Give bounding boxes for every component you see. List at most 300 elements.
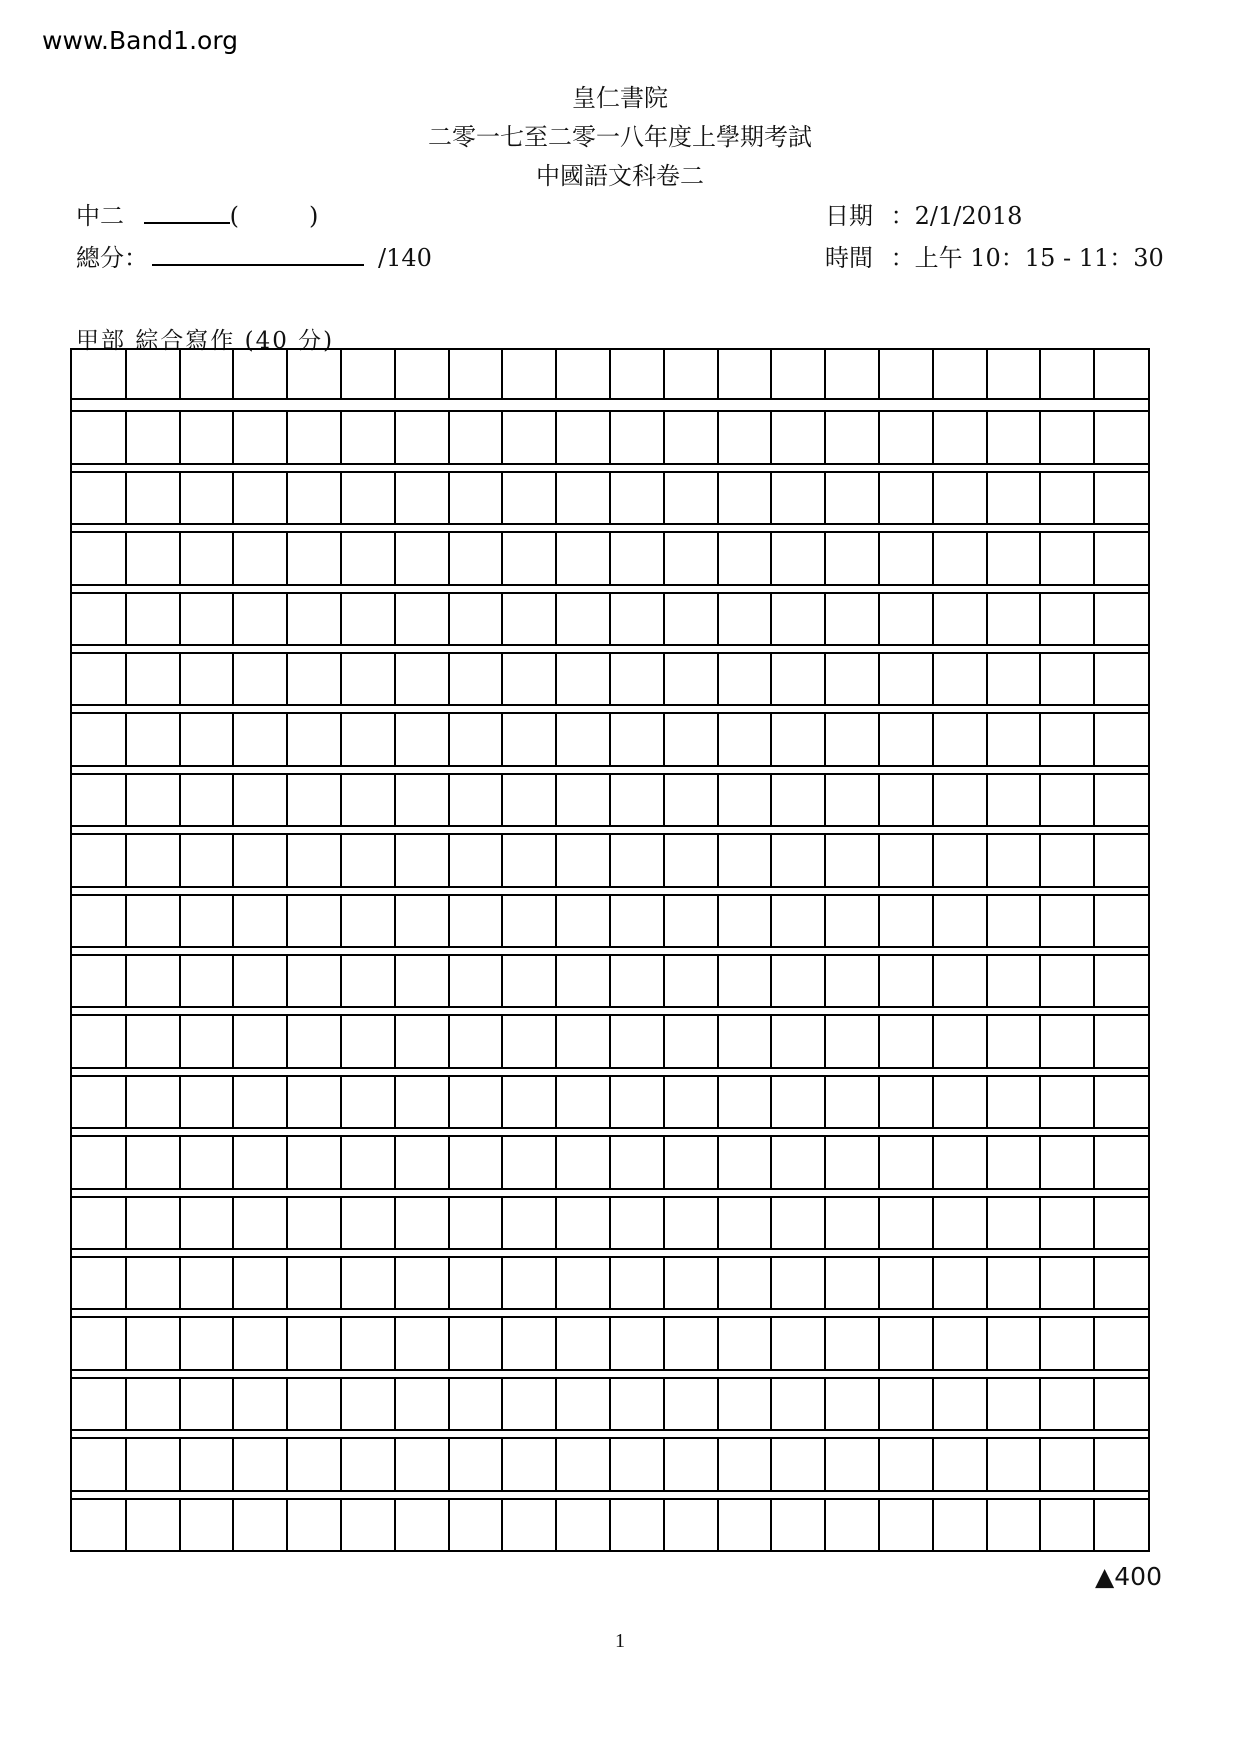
grid-cell[interactable]: [1039, 412, 1041, 462]
grid-cell[interactable]: [1039, 533, 1041, 583]
grid-cell[interactable]: [824, 835, 826, 885]
grid-cell[interactable]: [717, 473, 719, 523]
grid-cell[interactable]: [232, 1077, 234, 1127]
grid-cell[interactable]: [824, 594, 826, 644]
grid-cell[interactable]: [609, 1016, 611, 1066]
grid-cell[interactable]: [1039, 594, 1041, 644]
grid-cell[interactable]: [286, 956, 288, 1006]
grid-cell[interactable]: [394, 594, 396, 644]
grid-cell[interactable]: [932, 1439, 934, 1489]
grid-cell[interactable]: [1093, 1500, 1095, 1550]
grid-cell[interactable]: [286, 1077, 288, 1127]
grid-cell[interactable]: [340, 714, 342, 764]
grid-cell[interactable]: [770, 1137, 772, 1187]
grid-cell[interactable]: [555, 1198, 557, 1248]
grid-cell[interactable]: [501, 1439, 503, 1489]
grid-cell[interactable]: [770, 1379, 772, 1429]
grid-cell[interactable]: [125, 1077, 127, 1127]
grid-cell[interactable]: [501, 775, 503, 825]
grid-cell[interactable]: [770, 348, 772, 398]
grid-cell[interactable]: [232, 473, 234, 523]
grid-cell[interactable]: [609, 1198, 611, 1248]
grid-cell[interactable]: [340, 896, 342, 946]
grid-cell[interactable]: [340, 533, 342, 583]
grid-cell[interactable]: [824, 1500, 826, 1550]
grid-cell[interactable]: [717, 896, 719, 946]
grid-cell[interactable]: [232, 956, 234, 1006]
grid-cell[interactable]: [986, 1379, 988, 1429]
grid-cell[interactable]: [340, 1379, 342, 1429]
grid-cell[interactable]: [663, 654, 665, 704]
grid-cell[interactable]: [878, 835, 880, 885]
grid-cell[interactable]: [824, 654, 826, 704]
grid-cell[interactable]: [878, 594, 880, 644]
grid-cell[interactable]: [1039, 1318, 1041, 1368]
grid-cell[interactable]: [555, 1500, 557, 1550]
grid-cell[interactable]: [770, 835, 772, 885]
grid-cell[interactable]: [501, 473, 503, 523]
grid-cell[interactable]: [878, 775, 880, 825]
grid-cell[interactable]: [986, 412, 988, 462]
grid-cell[interactable]: [555, 1137, 557, 1187]
grid-cell[interactable]: [125, 1318, 127, 1368]
grid-cell[interactable]: [555, 1258, 557, 1308]
grid-cell[interactable]: [501, 412, 503, 462]
grid-cell[interactable]: [878, 1258, 880, 1308]
grid-cell[interactable]: [501, 835, 503, 885]
grid-cell[interactable]: [878, 1016, 880, 1066]
grid-cell[interactable]: [770, 896, 772, 946]
grid-cell[interactable]: [609, 896, 611, 946]
grid-cell[interactable]: [555, 654, 557, 704]
grid-cell[interactable]: [932, 1077, 934, 1127]
grid-cell[interactable]: [986, 654, 988, 704]
grid-cell[interactable]: [232, 412, 234, 462]
grid-cell[interactable]: [932, 412, 934, 462]
grid-cell[interactable]: [824, 412, 826, 462]
grid-cell[interactable]: [394, 896, 396, 946]
grid-cell[interactable]: [232, 1439, 234, 1489]
grid-cell[interactable]: [932, 594, 934, 644]
grid-cell[interactable]: [1039, 1379, 1041, 1429]
grid-cell[interactable]: [286, 1137, 288, 1187]
grid-cell[interactable]: [1039, 654, 1041, 704]
grid-cell[interactable]: [1093, 714, 1095, 764]
grid-cell[interactable]: [125, 775, 127, 825]
grid-cell[interactable]: [501, 1077, 503, 1127]
grid-cell[interactable]: [179, 1318, 181, 1368]
grid-cell[interactable]: [1039, 1198, 1041, 1248]
grid-cell[interactable]: [878, 1318, 880, 1368]
grid-cell[interactable]: [878, 1077, 880, 1127]
grid-cell[interactable]: [770, 412, 772, 462]
grid-cell[interactable]: [878, 348, 880, 398]
grid-cell[interactable]: [663, 1439, 665, 1489]
grid-cell[interactable]: [125, 533, 127, 583]
grid-cell[interactable]: [555, 956, 557, 1006]
grid-cell[interactable]: [663, 1077, 665, 1127]
grid-cell[interactable]: [824, 473, 826, 523]
grid-cell[interactable]: [501, 1500, 503, 1550]
grid-cell[interactable]: [1093, 1137, 1095, 1187]
grid-cell[interactable]: [232, 714, 234, 764]
grid-cell[interactable]: [1039, 1077, 1041, 1127]
grid-cell[interactable]: [232, 1379, 234, 1429]
grid-cell[interactable]: [717, 348, 719, 398]
grid-cell[interactable]: [717, 533, 719, 583]
score-blank[interactable]: [152, 242, 364, 266]
grid-cell[interactable]: [448, 835, 450, 885]
grid-cell[interactable]: [501, 1318, 503, 1368]
grid-cell[interactable]: [986, 348, 988, 398]
grid-cell[interactable]: [125, 473, 127, 523]
grid-cell[interactable]: [125, 956, 127, 1006]
grid-cell[interactable]: [340, 1016, 342, 1066]
grid-cell[interactable]: [770, 775, 772, 825]
grid-cell[interactable]: [555, 1318, 557, 1368]
grid-cell[interactable]: [986, 1137, 988, 1187]
grid-cell[interactable]: [1093, 533, 1095, 583]
grid-cell[interactable]: [232, 1016, 234, 1066]
grid-cell[interactable]: [609, 956, 611, 1006]
grid-cell[interactable]: [609, 348, 611, 398]
grid-cell[interactable]: [1093, 1258, 1095, 1308]
grid-cell[interactable]: [555, 1379, 557, 1429]
grid-cell[interactable]: [663, 775, 665, 825]
grid-cell[interactable]: [717, 1500, 719, 1550]
grid-cell[interactable]: [932, 1198, 934, 1248]
grid-cell[interactable]: [448, 1137, 450, 1187]
grid-cell[interactable]: [555, 1016, 557, 1066]
grid-cell[interactable]: [1093, 775, 1095, 825]
grid-cell[interactable]: [1093, 654, 1095, 704]
grid-cell[interactable]: [609, 412, 611, 462]
grid-cell[interactable]: [1039, 835, 1041, 885]
grid-cell[interactable]: [125, 835, 127, 885]
grid-cell[interactable]: [1093, 412, 1095, 462]
grid-cell[interactable]: [555, 775, 557, 825]
grid-cell[interactable]: [932, 533, 934, 583]
grid-cell[interactable]: [770, 956, 772, 1006]
grid-cell[interactable]: [717, 1439, 719, 1489]
grid-cell[interactable]: [125, 714, 127, 764]
grid-cell[interactable]: [932, 1258, 934, 1308]
grid-cell[interactable]: [286, 594, 288, 644]
grid-cell[interactable]: [770, 1198, 772, 1248]
grid-cell[interactable]: [824, 1137, 826, 1187]
grid-cell[interactable]: [609, 1077, 611, 1127]
grid-cell[interactable]: [663, 594, 665, 644]
grid-cell[interactable]: [1093, 1198, 1095, 1248]
grid-cell[interactable]: [986, 835, 988, 885]
grid-cell[interactable]: [1093, 1439, 1095, 1489]
grid-cell[interactable]: [394, 1500, 396, 1550]
grid-cell[interactable]: [125, 412, 127, 462]
grid-cell[interactable]: [286, 473, 288, 523]
grid-cell[interactable]: [555, 1439, 557, 1489]
grid-cell[interactable]: [501, 1198, 503, 1248]
grid-cell[interactable]: [448, 654, 450, 704]
grid-cell[interactable]: [394, 775, 396, 825]
grid-cell[interactable]: [609, 1379, 611, 1429]
grid-cell[interactable]: [824, 533, 826, 583]
grid-cell[interactable]: [770, 654, 772, 704]
grid-cell[interactable]: [878, 1500, 880, 1550]
grid-cell[interactable]: [179, 1439, 181, 1489]
grid-cell[interactable]: [770, 1439, 772, 1489]
grid-cell[interactable]: [878, 1137, 880, 1187]
grid-cell[interactable]: [1093, 896, 1095, 946]
grid-cell[interactable]: [232, 1318, 234, 1368]
grid-cell[interactable]: [1093, 1077, 1095, 1127]
grid-cell[interactable]: [663, 1318, 665, 1368]
grid-cell[interactable]: [394, 1077, 396, 1127]
grid-cell[interactable]: [986, 956, 988, 1006]
grid-cell[interactable]: [394, 1198, 396, 1248]
grid-cell[interactable]: [932, 348, 934, 398]
grid-cell[interactable]: [824, 1016, 826, 1066]
grid-cell[interactable]: [986, 714, 988, 764]
grid-cell[interactable]: [1093, 956, 1095, 1006]
grid-cell[interactable]: [824, 1379, 826, 1429]
grid-cell[interactable]: [340, 956, 342, 1006]
grid-cell[interactable]: [501, 956, 503, 1006]
grid-cell[interactable]: [824, 348, 826, 398]
grid-cell[interactable]: [125, 594, 127, 644]
grid-cell[interactable]: [663, 1016, 665, 1066]
grid-cell[interactable]: [609, 1439, 611, 1489]
grid-cell[interactable]: [340, 473, 342, 523]
grid-cell[interactable]: [448, 1500, 450, 1550]
grid-cell[interactable]: [1039, 1500, 1041, 1550]
grid-cell[interactable]: [179, 956, 181, 1006]
grid-cell[interactable]: [986, 533, 988, 583]
grid-cell[interactable]: [501, 1137, 503, 1187]
grid-cell[interactable]: [878, 654, 880, 704]
grid-cell[interactable]: [394, 956, 396, 1006]
grid-cell[interactable]: [448, 533, 450, 583]
grid-cell[interactable]: [932, 835, 934, 885]
grid-cell[interactable]: [824, 956, 826, 1006]
grid-cell[interactable]: [1039, 714, 1041, 764]
grid-cell[interactable]: [232, 1500, 234, 1550]
grid-cell[interactable]: [663, 533, 665, 583]
grid-cell[interactable]: [448, 1439, 450, 1489]
grid-cell[interactable]: [717, 594, 719, 644]
grid-cell[interactable]: [448, 775, 450, 825]
grid-cell[interactable]: [501, 1258, 503, 1308]
grid-cell[interactable]: [609, 654, 611, 704]
grid-cell[interactable]: [663, 896, 665, 946]
grid-cell[interactable]: [125, 1500, 127, 1550]
grid-cell[interactable]: [394, 1137, 396, 1187]
grid-cell[interactable]: [770, 533, 772, 583]
grid-cell[interactable]: [179, 835, 181, 885]
grid-cell[interactable]: [878, 533, 880, 583]
grid-cell[interactable]: [125, 1137, 127, 1187]
grid-cell[interactable]: [1093, 835, 1095, 885]
grid-cell[interactable]: [340, 412, 342, 462]
grid-cell[interactable]: [824, 1318, 826, 1368]
grid-cell[interactable]: [340, 654, 342, 704]
grid-cell[interactable]: [663, 956, 665, 1006]
grid-cell[interactable]: [770, 1500, 772, 1550]
grid-cell[interactable]: [179, 473, 181, 523]
grid-cell[interactable]: [717, 775, 719, 825]
grid-cell[interactable]: [878, 1439, 880, 1489]
grid-cell[interactable]: [1039, 473, 1041, 523]
grid-cell[interactable]: [986, 1258, 988, 1308]
grid-cell[interactable]: [986, 775, 988, 825]
grid-cell[interactable]: [932, 1500, 934, 1550]
grid-cell[interactable]: [179, 1137, 181, 1187]
grid-cell[interactable]: [448, 1258, 450, 1308]
grid-cell[interactable]: [179, 1077, 181, 1127]
grid-cell[interactable]: [340, 1198, 342, 1248]
grid-cell[interactable]: [286, 654, 288, 704]
grid-cell[interactable]: [501, 896, 503, 946]
grid-cell[interactable]: [340, 348, 342, 398]
grid-cell[interactable]: [501, 714, 503, 764]
grid-cell[interactable]: [555, 714, 557, 764]
grid-cell[interactable]: [232, 594, 234, 644]
grid-cell[interactable]: [501, 1379, 503, 1429]
grid-cell[interactable]: [986, 1318, 988, 1368]
grid-cell[interactable]: [394, 533, 396, 583]
grid-cell[interactable]: [770, 1258, 772, 1308]
grid-cell[interactable]: [986, 594, 988, 644]
grid-cell[interactable]: [179, 594, 181, 644]
grid-cell[interactable]: [179, 1016, 181, 1066]
grid-cell[interactable]: [717, 1077, 719, 1127]
grid-cell[interactable]: [824, 714, 826, 764]
grid-cell[interactable]: [125, 348, 127, 398]
grid-cell[interactable]: [179, 1198, 181, 1248]
grid-cell[interactable]: [340, 1500, 342, 1550]
grid-cell[interactable]: [663, 348, 665, 398]
grid-cell[interactable]: [932, 1379, 934, 1429]
grid-cell[interactable]: [394, 835, 396, 885]
grid-cell[interactable]: [232, 835, 234, 885]
grid-cell[interactable]: [394, 1258, 396, 1308]
grid-cell[interactable]: [932, 473, 934, 523]
grid-cell[interactable]: [555, 1077, 557, 1127]
grid-cell[interactable]: [1093, 473, 1095, 523]
grid-cell[interactable]: [340, 1258, 342, 1308]
grid-cell[interactable]: [986, 1500, 988, 1550]
grid-cell[interactable]: [609, 1258, 611, 1308]
grid-cell[interactable]: [555, 896, 557, 946]
grid-cell[interactable]: [286, 412, 288, 462]
grid-cell[interactable]: [501, 533, 503, 583]
grid-cell[interactable]: [340, 594, 342, 644]
grid-cell[interactable]: [232, 896, 234, 946]
grid-cell[interactable]: [448, 956, 450, 1006]
grid-cell[interactable]: [932, 1318, 934, 1368]
grid-cell[interactable]: [232, 1198, 234, 1248]
grid-cell[interactable]: [448, 1318, 450, 1368]
grid-cell[interactable]: [232, 348, 234, 398]
grid-cell[interactable]: [286, 533, 288, 583]
grid-cell[interactable]: [717, 412, 719, 462]
grid-cell[interactable]: [448, 412, 450, 462]
grid-cell[interactable]: [824, 896, 826, 946]
grid-cell[interactable]: [286, 1439, 288, 1489]
grid-cell[interactable]: [770, 1318, 772, 1368]
grid-cell[interactable]: [125, 1198, 127, 1248]
grid-cell[interactable]: [609, 775, 611, 825]
grid-cell[interactable]: [394, 1439, 396, 1489]
grid-cell[interactable]: [394, 1379, 396, 1429]
grid-cell[interactable]: [232, 775, 234, 825]
grid-cell[interactable]: [394, 412, 396, 462]
grid-cell[interactable]: [125, 1379, 127, 1429]
grid-cell[interactable]: [663, 1258, 665, 1308]
grid-cell[interactable]: [232, 1258, 234, 1308]
grid-cell[interactable]: [932, 896, 934, 946]
grid-cell[interactable]: [232, 533, 234, 583]
grid-cell[interactable]: [232, 654, 234, 704]
grid-cell[interactable]: [448, 594, 450, 644]
grid-cell[interactable]: [609, 1500, 611, 1550]
grid-cell[interactable]: [986, 1439, 988, 1489]
grid-cell[interactable]: [878, 1379, 880, 1429]
grid-cell[interactable]: [717, 654, 719, 704]
grid-cell[interactable]: [663, 1500, 665, 1550]
grid-cell[interactable]: [340, 1318, 342, 1368]
grid-cell[interactable]: [501, 1016, 503, 1066]
grid-cell[interactable]: [663, 1137, 665, 1187]
grid-cell[interactable]: [986, 1016, 988, 1066]
grid-cell[interactable]: [986, 1077, 988, 1127]
grid-cell[interactable]: [1039, 1258, 1041, 1308]
grid-cell[interactable]: [394, 714, 396, 764]
grid-cell[interactable]: [394, 1016, 396, 1066]
grid-cell[interactable]: [286, 1318, 288, 1368]
grid-cell[interactable]: [770, 714, 772, 764]
grid-cell[interactable]: [448, 1077, 450, 1127]
grid-cell[interactable]: [448, 896, 450, 946]
grid-cell[interactable]: [340, 835, 342, 885]
grid-cell[interactable]: [663, 1379, 665, 1429]
grid-cell[interactable]: [878, 473, 880, 523]
grid-cell[interactable]: [340, 775, 342, 825]
grid-cell[interactable]: [179, 896, 181, 946]
grid-cell[interactable]: [609, 473, 611, 523]
grid-cell[interactable]: [663, 473, 665, 523]
grid-cell[interactable]: [555, 835, 557, 885]
grid-cell[interactable]: [878, 714, 880, 764]
grid-cell[interactable]: [286, 835, 288, 885]
grid-cell[interactable]: [501, 348, 503, 398]
grid-cell[interactable]: [179, 533, 181, 583]
grid-cell[interactable]: [179, 1258, 181, 1308]
grid-cell[interactable]: [824, 1258, 826, 1308]
grid-cell[interactable]: [986, 473, 988, 523]
grid-cell[interactable]: [770, 1077, 772, 1127]
class-blank[interactable]: [144, 200, 230, 224]
grid-cell[interactable]: [824, 1077, 826, 1127]
grid-cell[interactable]: [717, 956, 719, 1006]
grid-cell[interactable]: [394, 348, 396, 398]
grid-cell[interactable]: [340, 1077, 342, 1127]
grid-cell[interactable]: [878, 412, 880, 462]
grid-cell[interactable]: [125, 1016, 127, 1066]
grid-cell[interactable]: [179, 714, 181, 764]
grid-cell[interactable]: [501, 654, 503, 704]
grid-cell[interactable]: [555, 348, 557, 398]
grid-cell[interactable]: [932, 1016, 934, 1066]
